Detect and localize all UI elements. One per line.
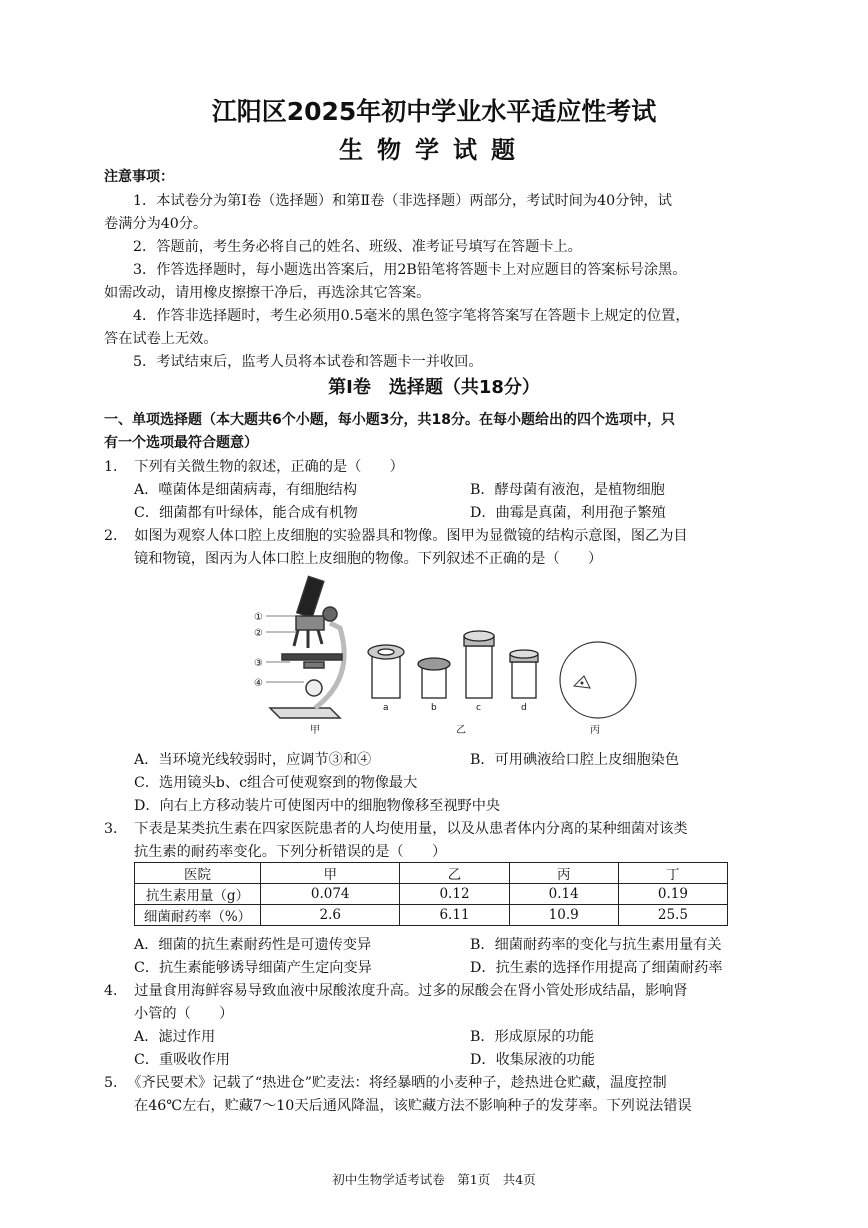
q1-option-b: B．酵母菌有液泡，是植物细胞 [470,482,665,498]
table-cell: 细菌耐药率（%） [135,905,261,926]
lens-label-b: b [431,703,437,713]
notice-line: 3．作答选择题时，每小题选出答案后，用2B铅笔将答题卡上对应题目的答案标号涂黑。 [133,262,687,278]
caption-yi: 乙 [456,725,466,736]
table-cell: 10.9 [509,905,618,926]
field-of-view [560,642,636,718]
marker-2: ② [254,628,263,639]
q4-option-a: A．滤过作用 [134,1029,216,1045]
table-header-cell: 医院 [135,863,261,884]
q3-option-c: C．抗生素能够诱导细菌产生定向变异 [134,960,372,976]
q2-option-d: D．向右上方移动装片可使图丙中的细胞物像移至视野中央 [134,798,501,814]
lens-label-a: a [383,703,389,713]
q4-option-d: D．收集尿液的功能 [470,1052,595,1068]
q2-option-b: B．可用碘液给口腔上皮细胞染色 [470,752,680,768]
part1-title: 第Ⅰ卷 选择题（共18分） [328,377,540,398]
microscope-illustration [270,577,344,718]
q2-option-c: C．选用镜头b、c组合可使观察到的物像最大 [134,775,418,791]
q3-option-b: B．细菌耐药率的变化与抗生素用量有关 [470,937,722,953]
q3-stem-cont: 抗生素的耐药率变化。下列分析错误的是（ ） [134,844,447,860]
notice-line: 答在试卷上无效。 [104,331,218,347]
q1-stem: 1． 下列有关微生物的叙述，正确的是（ ） [104,459,404,475]
subject-title: 生物学试题 [339,136,529,164]
q4-stem: 4． 过量食用海鲜容易导致血液中尿酸浓度升高。过多的尿酸会在肾小管处形成结晶，影响肾 [104,983,688,999]
table-cell: 6.11 [400,905,509,926]
exam-title: 江阳区2025年初中学业水平适应性考试 [211,97,657,126]
q3-table [134,862,728,926]
q2-option-a: A．当环境光线较弱时，应调节③和④ [134,752,372,768]
caption-jia: 甲 [310,725,320,736]
table-header-cell: 丙 [509,863,618,884]
table-header-cell: 甲 [261,863,400,884]
q2-stem-cont: 镜和物镜，图丙为人体口腔上皮细胞的物像。下列叙述不正确的是（ ） [134,551,603,567]
table-cell: 0.074 [261,884,400,905]
q4-option-b: B．形成原尿的功能 [470,1029,594,1045]
table-cell: 2.6 [261,905,400,926]
q3-option-a: A．细菌的抗生素耐药性是可遗传变异 [134,937,372,953]
notice-heading: 注意事项： [104,169,174,185]
q2-figure [254,568,680,738]
lens-label-d: d [521,703,527,713]
table-header-row [135,863,728,884]
notice-line: 5．考试结束后，监考人员将本试卷和答题卡一并收回。 [133,354,483,370]
notice-line: 卷满分为40分。 [104,216,208,232]
marker-4: ④ [254,678,263,689]
q3-stem: 3． 下表是某类抗生素在四家医院患者的人均使用量，以及从患者体内分离的某种细菌对该类 [104,821,688,837]
q5-stem-cont: 在46℃左右，贮藏7～10天后通风降温，该贮藏方法不影响种子的发芽率。下列说法错误 [134,1098,692,1114]
page-footer: 初中生物学适考试卷 第1页 共4页 [332,1172,536,1187]
section-heading: 一、单项选择题（本大题共6个小题，每小题3分，共18分。在每小题给出的四个选项中，只 [104,412,675,428]
table-cell: 抗生素用量（g） [135,884,261,905]
microscope-figure [254,568,680,738]
q2-stem: 2． 如图为观察人体口腔上皮细胞的实验器具和物像。图甲为显微镜的结构示意图，图乙为目 [104,528,688,544]
marker-1: ① [254,612,263,623]
marker-3: ③ [254,658,263,669]
q5-stem: 5． 《齐民要术》记载了“热进仓”贮麦法：将经暴晒的小麦种子，趁热进仓贮藏，温度控制 [104,1075,667,1091]
notice-line: 1．本试卷分为第Ⅰ卷（选择题）和第Ⅱ卷（非选择题）两部分，考试时间为40分钟，试 [133,193,672,209]
q3-option-d: D．抗生素的选择作用提高了细菌耐药率 [470,960,723,976]
table-cell: 0.14 [509,884,618,905]
caption-bing: 丙 [590,725,600,736]
section-heading-cont: 有一个选项最符合题意） [104,435,258,451]
table-cell: 0.19 [618,884,727,905]
notice-line: 如需改动，请用橡皮擦擦干净后，再选涂其它答案。 [104,285,431,301]
table-cell: 0.12 [400,884,509,905]
q1-option-d: D．曲霉是真菌，利用孢子繁殖 [470,505,666,521]
table-cell: 25.5 [618,905,727,926]
lens-label-c: c [476,703,481,713]
table-header-cell: 乙 [400,863,509,884]
q1-option-c: C．细菌都有叶绿体，能合成有机物 [134,505,358,521]
table-row [135,884,728,905]
table-row [135,905,728,926]
table-header-cell: 丁 [618,863,727,884]
notice-line: 2．答题前，考生务必将自己的姓名、班级、准考证号填写在答题卡上。 [133,239,582,255]
q1-option-a: A．噬菌体是细菌病毒，有细胞结构 [134,482,358,498]
notice-line: 4．作答非选择题时，考生必须用0.5毫米的黑色签字笔将答案写在答题卡上规定的位置， [133,308,690,324]
q4-stem-cont: 小管的（ ） [134,1006,234,1022]
q4-option-c: C．重吸收作用 [134,1052,230,1068]
lens-set [368,631,538,698]
